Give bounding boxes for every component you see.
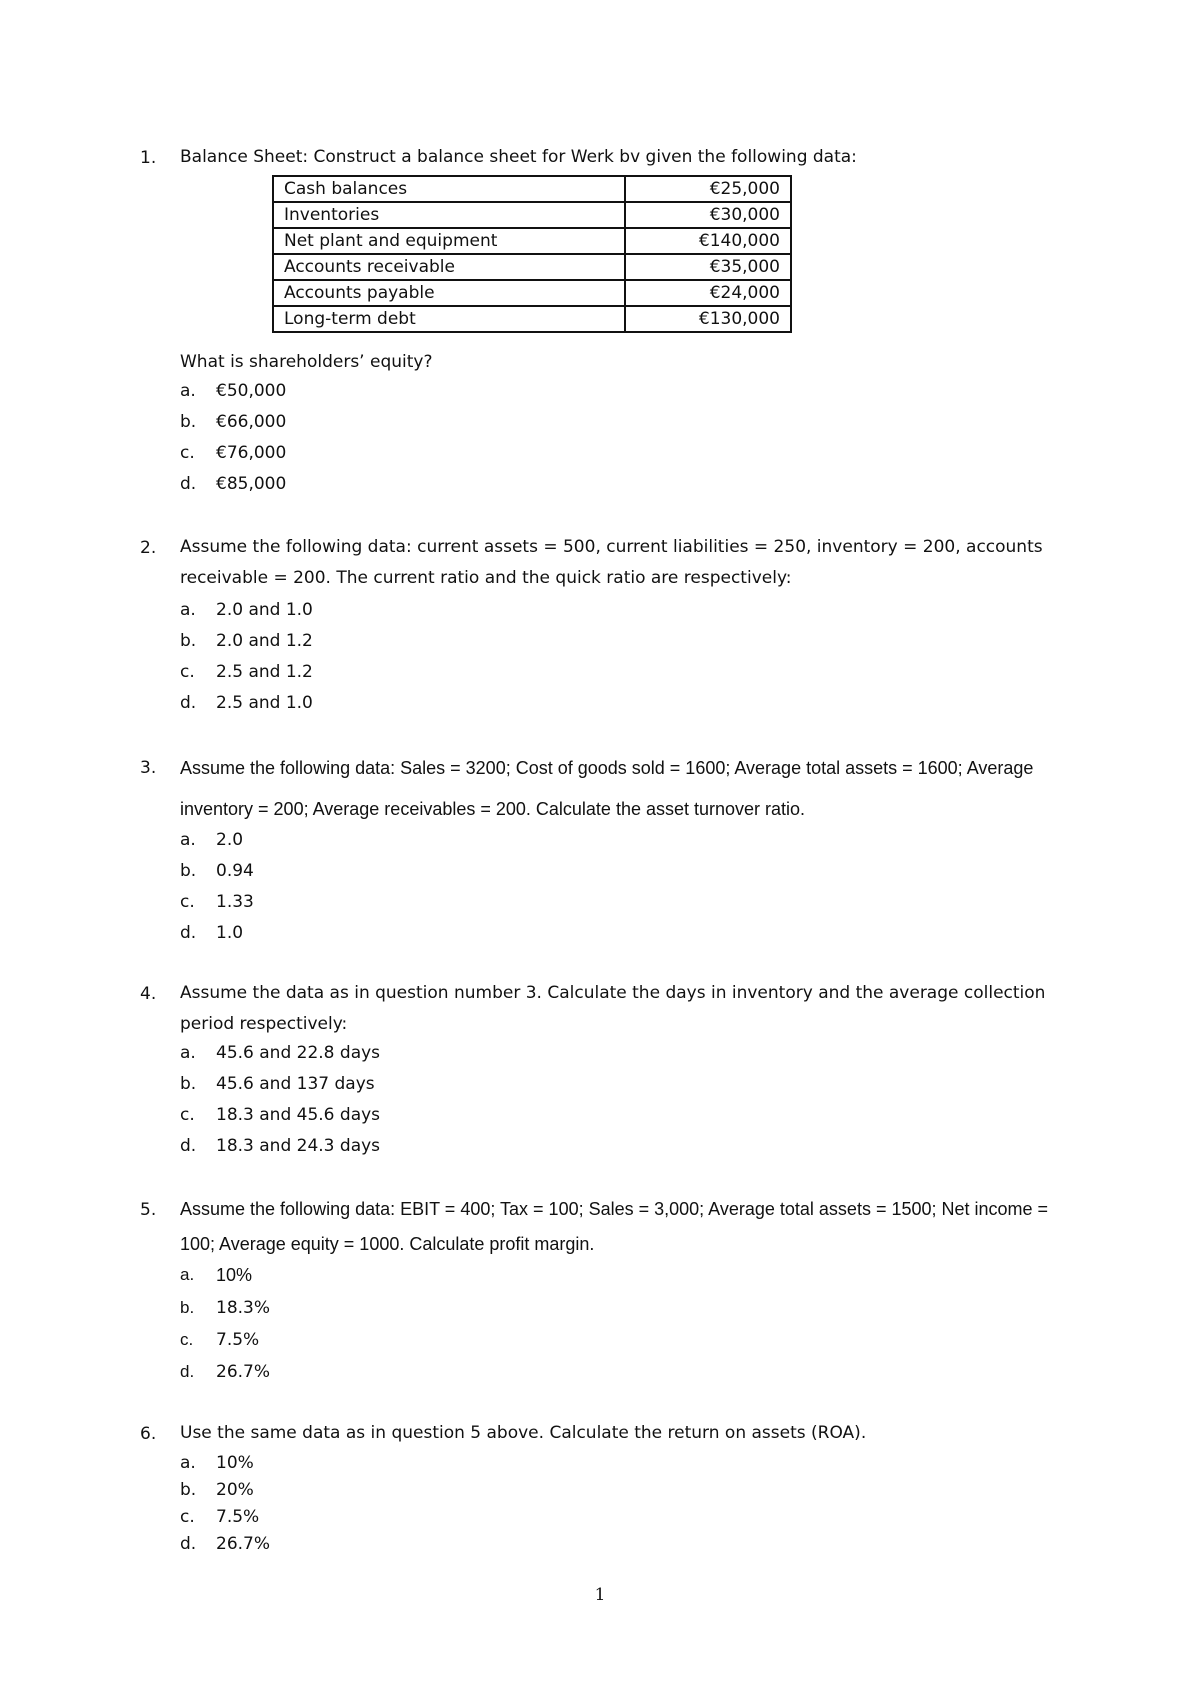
option-letter: a. (180, 1265, 195, 1284)
table-cell-value: €25,000 (625, 176, 791, 202)
question-text: Assume the following data: Sales = 3200; Cost of goods sold = 1600; Average total assets = 1600; Average inventory = 200; Average receivables = 200. Calculate the asset turnover ratio. (180, 758, 1034, 819)
options-list (180, 376, 680, 500)
option-b[interactable] (180, 1069, 680, 1100)
table-row (273, 228, 791, 254)
table-cell-value: €130,000 (625, 306, 791, 332)
option-letter: d. (180, 474, 197, 494)
option-text: €76,000 (216, 443, 287, 463)
page-number: 1 (594, 1585, 606, 1605)
option-text: €50,000 (216, 381, 287, 401)
table-row (273, 176, 791, 202)
option-letter: d. (180, 693, 197, 713)
option-text: 2.5 and 1.0 (216, 693, 313, 713)
option-text: 2.0 and 1.0 (216, 600, 313, 620)
followup-text: What is shareholders’ equity? (180, 352, 433, 372)
question-number: 3. (140, 758, 157, 778)
question-text: Use the same data as in question 5 above. Calculate the return on assets (ROA). (180, 1423, 867, 1443)
option-letter: b. (180, 861, 197, 881)
option-letter: c. (180, 1105, 195, 1125)
question-text: Assume the following data: current assets = 500, current liabilities = 250, inventory = 200, accounts receivable = 200. The current ratio and the quick ratio are respectively: (180, 537, 1043, 588)
option-a[interactable] (180, 1450, 680, 1477)
table-cell-value: €35,000 (625, 254, 791, 280)
option-letter: c. (180, 662, 195, 682)
option-letter: b. (180, 631, 197, 651)
option-text: 7.5% (216, 1330, 260, 1350)
option-letter: c. (180, 1507, 195, 1527)
option-text: €85,000 (216, 474, 287, 494)
option-letter: a. (180, 1453, 196, 1473)
option-a[interactable] (180, 376, 680, 407)
option-letter: b. (180, 1074, 197, 1094)
table-row (273, 254, 791, 280)
table-row (273, 280, 791, 306)
option-text: €66,000 (216, 412, 287, 432)
option-text: 2.5 and 1.2 (216, 662, 313, 682)
table-cell-value: €140,000 (625, 228, 791, 254)
table-cell-value: €24,000 (625, 280, 791, 306)
options-list (180, 595, 680, 719)
option-d[interactable] (180, 688, 680, 719)
option-text: 18.3 and 45.6 days (216, 1105, 381, 1125)
balance-sheet-table (272, 175, 792, 333)
option-text: 2.0 and 1.2 (216, 631, 313, 651)
table-row (273, 306, 791, 332)
option-c[interactable] (180, 657, 680, 688)
option-letter: d. (180, 923, 197, 943)
option-letter: b. (180, 1480, 197, 1500)
question-text: Assume the data as in question number 3. Calculate the days in inventory and the average collection period respectively: (180, 983, 1046, 1034)
option-letter: d. (180, 1534, 197, 1554)
option-letter: b. (180, 412, 197, 432)
question-number: 2. (140, 538, 157, 558)
option-letter: c. (180, 1330, 194, 1349)
option-text: 18.3 and 24.3 days (216, 1136, 381, 1156)
question-text: Balance Sheet: Construct a balance sheet for Werk bv given the following data: (180, 147, 857, 167)
table-cell-label: Inventories (273, 202, 625, 228)
option-a[interactable] (180, 595, 680, 626)
option-letter: c. (180, 443, 195, 463)
option-text: 26.7% (216, 1362, 271, 1382)
table-cell-label: Net plant and equipment (273, 228, 625, 254)
option-letter: a. (180, 1043, 196, 1063)
table-row (273, 202, 791, 228)
option-text: 18.3% (216, 1298, 271, 1318)
option-a[interactable] (180, 1038, 680, 1069)
option-letter: b. (180, 1298, 195, 1317)
option-b[interactable] (180, 1292, 680, 1324)
question-number: 5. (140, 1200, 157, 1220)
option-letter: d. (180, 1136, 197, 1156)
option-text: 10% (216, 1265, 253, 1285)
option-text: 1.0 (216, 923, 244, 943)
option-text: 1.33 (216, 892, 254, 912)
option-c[interactable] (180, 887, 680, 918)
table-cell-label: Accounts receivable (273, 254, 625, 280)
table-cell-label: Accounts payable (273, 280, 625, 306)
option-b[interactable] (180, 407, 680, 438)
option-text: 10% (216, 1453, 254, 1473)
option-letter: d. (180, 1362, 195, 1381)
option-b[interactable] (180, 626, 680, 657)
option-text: 7.5% (216, 1507, 260, 1527)
option-c[interactable] (180, 1324, 680, 1356)
option-text: 2.0 (216, 830, 244, 850)
option-d[interactable] (180, 1356, 680, 1388)
options-list (180, 1038, 680, 1162)
option-d[interactable] (180, 1531, 680, 1558)
option-a[interactable] (180, 1258, 680, 1292)
option-b[interactable] (180, 856, 680, 887)
table-cell-label: Long-term debt (273, 306, 625, 332)
question-number: 6. (140, 1424, 157, 1444)
option-d[interactable] (180, 918, 680, 949)
option-text: 0.94 (216, 861, 254, 881)
options-list (180, 825, 680, 949)
table-cell-value: €30,000 (625, 202, 791, 228)
option-d[interactable] (180, 469, 680, 500)
option-a[interactable] (180, 825, 680, 856)
option-letter: a. (180, 600, 196, 620)
question-number: 1. (140, 148, 157, 168)
option-text: 26.7% (216, 1534, 271, 1554)
option-c[interactable] (180, 438, 680, 469)
option-d[interactable] (180, 1131, 680, 1162)
option-letter: c. (180, 892, 195, 912)
question-number: 4. (140, 984, 157, 1004)
options-list (180, 1450, 680, 1558)
table-cell-label: Cash balances (273, 176, 625, 202)
option-b[interactable] (180, 1477, 680, 1504)
question-text: Assume the following data: EBIT = 400; Tax = 100; Sales = 3,000; Average total assets = 1500; Net income = 100; Average equity = 1000. Calculate profit margin. (180, 1199, 1049, 1254)
option-text: 45.6 and 137 days (216, 1074, 375, 1094)
option-c[interactable] (180, 1504, 680, 1531)
option-letter: a. (180, 830, 196, 850)
option-text: 45.6 and 22.8 days (216, 1043, 381, 1063)
options-list (180, 1258, 680, 1388)
option-letter: a. (180, 381, 196, 401)
option-c[interactable] (180, 1100, 680, 1131)
option-text: 20% (216, 1480, 254, 1500)
